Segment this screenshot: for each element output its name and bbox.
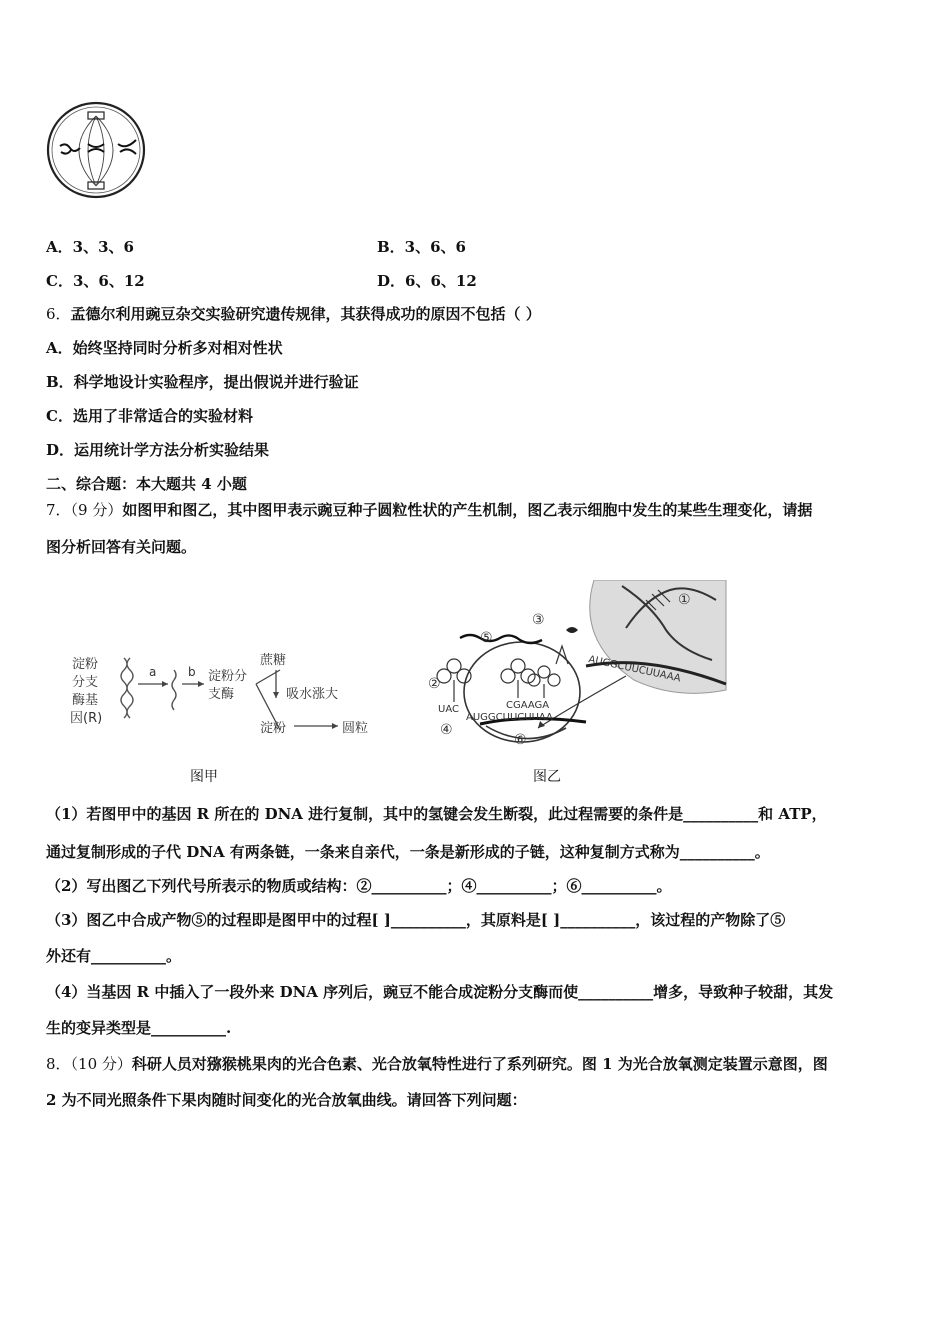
sucrose-label: 蔗糖 [260,653,287,668]
q8-number: 8．（10 分） [46,1055,132,1073]
q6-stem-text: 孟德尔利用豌豆杂交实验研究遗传规律，其获得成功的原因不包括（ ） [70,305,541,323]
trna-icons [437,659,560,702]
label-2: ② [428,676,441,692]
figure-jia-caption: 图甲 [190,769,218,785]
q7-number: 7．（9 分） [46,501,123,519]
q5-option-c: C．3、6、12 [46,272,145,290]
q8-stem-line1 [46,1054,828,1074]
seq-top: AUGGCUUCUUAAA [587,654,682,685]
q7-sub1-line2: 通过复制形成的子代 DNA 有两条链，一条来自亲代，一条是新形成的子链，这种复制方式称为__________。 [46,843,770,861]
cell-division-figure [44,100,148,200]
q7-sub4-line2: 生的变异类型是__________. [46,1019,232,1037]
starch-label: 淀粉 [260,721,287,736]
absorb-label: 吸水涨大 [286,687,339,702]
chromosomes [60,140,136,154]
anticodon-2: CGAAGA [506,700,550,711]
mrna-wave-icon [172,670,176,710]
q7-sub4-line1: （4）当基因 R 中插入了一段外来 DNA 序列后，豌豆不能合成淀粉分支酶而使__________增多，导致种子较甜，其发 [46,983,834,1001]
enzyme-label-1: 淀粉分 [208,669,248,684]
anticodon-1: UAC [438,704,459,715]
q7-stem-line1 [46,500,812,520]
label-4: ④ [440,722,453,738]
arrow-b-label: b [188,665,196,679]
q5-option-a: A．3、3、6 [46,238,134,256]
q8-stem-text: 科研人员对猕猴桃果肉的光合色素、光合放氧特性进行了系列研究。图 1 为光合放氧测定装置示意图，图 [131,1055,828,1073]
q7-sub1-line1: （1）若图甲中的基因 R 所在的 DNA 进行复制，其中的氢键会发生断裂，此过程需要的条件是__________和 ATP， [46,805,827,823]
enzyme-label-2: 支酶 [208,687,235,702]
centrosome-top [88,112,104,119]
section2-heading: 二、综合题：本大题共 4 小题 [46,475,247,493]
q6-option-c: C．选用了非常适合的实验材料 [46,407,253,425]
gene-label-4: 因(R) [70,711,103,726]
round-label: 圆粒 [342,721,369,736]
q7-sub3-line2: 外还有__________。 [46,947,182,965]
q6-option-b: B．科学地设计实验程序，提出假说并进行验证 [46,373,359,391]
q6-stem [46,304,541,324]
seq-bottom: AUGGCUUCUUAA [466,712,553,723]
q6-option-a: A．始终坚持同时分析多对相对性状 [46,339,283,357]
gene-label-1: 淀粉 [72,657,99,672]
figure-jia [66,640,406,750]
q7-sub2: （2）写出图乙下列代号所表示的物质或结构：②__________；④__________；⑥__________。 [46,877,672,895]
amino-acid-icon [566,627,578,633]
gene-label-3: 酶基 [72,693,99,708]
figure-yi [426,580,736,760]
q8-stem-line2: 2 为不同光照条件下果肉随时间变化的光合放氧曲线。请回答下列问题： [46,1091,527,1109]
q5-option-b: B．3、6、6 [377,238,466,256]
q7-stem-line2: 图分析回答有关问题。 [46,538,197,556]
q6-number: 6． [46,305,71,323]
arrow-a-label: a [149,665,157,679]
q7-stem-text: 如图甲和图乙，其中图甲表示豌豆种子圆粒性状的产生机制，图乙表示细胞中发生的某些生理变化，请据 [122,501,813,519]
label-3: ③ [532,612,545,628]
q7-sub3-line1: （3）图乙中合成产物⑤的过程即是图甲中的过程[ ]__________，其原料是[ ]__________，该过程的产物除了⑤ [46,911,786,929]
q6-option-d: D．运用统计学方法分析实验结果 [46,441,270,459]
dna-helix-icon [121,658,133,718]
peptide-chain [460,635,542,643]
label-6: ⑥ [514,732,527,748]
gene-label-2: 分支 [72,675,99,690]
dna-label-1: ① [678,592,691,608]
spindle-fibers [79,116,113,186]
label-5: ⑤ [480,630,493,646]
ribosome-large [464,642,580,742]
q5-option-d: D．6、6、12 [377,272,477,290]
figure-yi-caption: 图乙 [533,769,561,785]
